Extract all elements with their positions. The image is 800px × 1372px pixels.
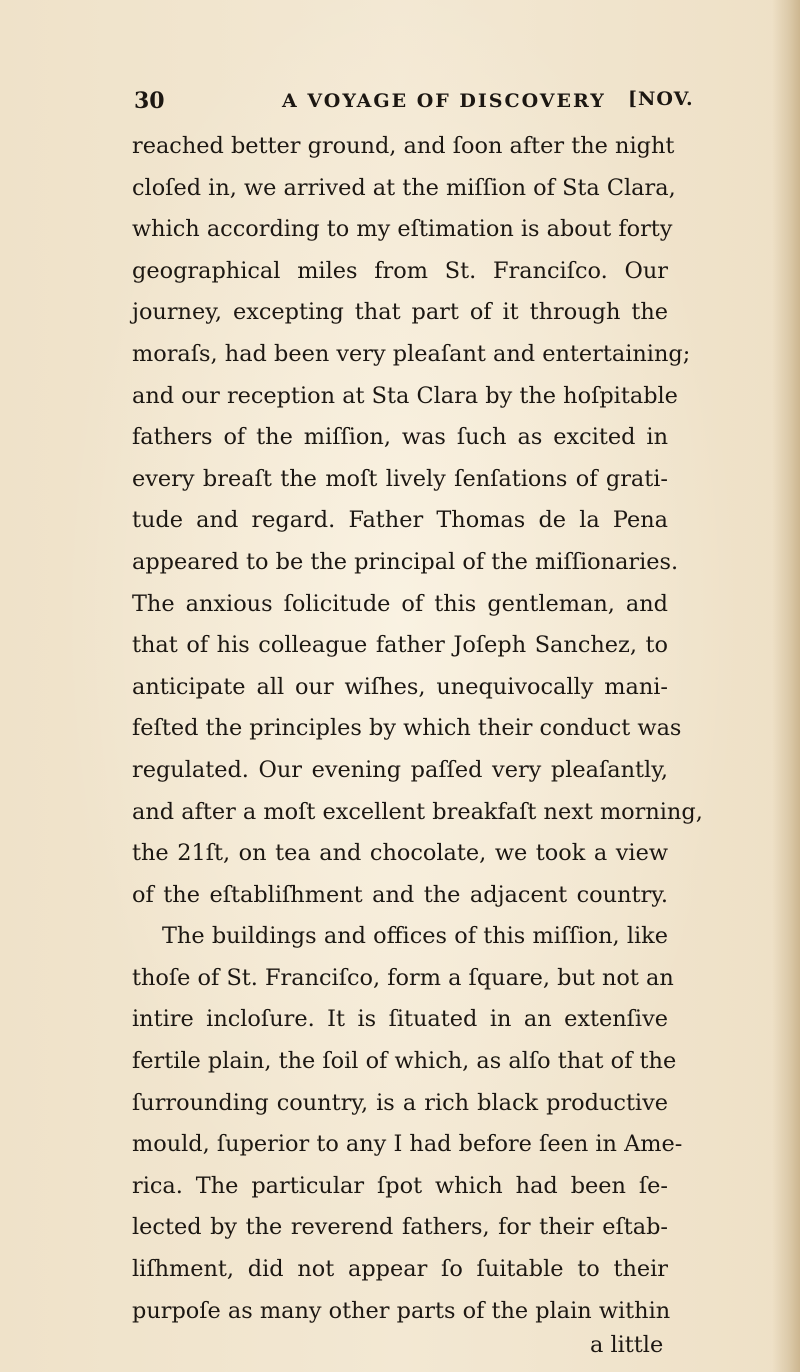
text-line: tude and regard. Father Thomas de la Pena (132, 507, 668, 534)
text-line: The anxious ſolicitude of this gentleman, and (132, 590, 668, 617)
text-line: appeared to be the principal of the miſſionaries. (132, 548, 679, 575)
text-line: which according to my eſtimation is about forty (132, 216, 673, 243)
text-line: cloſed in, we arrived at the miſſion of Sta Clara, (132, 174, 676, 201)
text-line: journey, excepting that part of it through the (132, 299, 668, 326)
catchword: a little (590, 1332, 664, 1358)
text-line: anticipate all our wiſhes, unequivocally mani- (132, 673, 668, 700)
page-header (134, 88, 790, 118)
text-line: feſted the principles by which their conduct was (132, 715, 682, 742)
page-number: 30 (134, 88, 165, 114)
text-line: every breaſt the moſt lively ſenſations of grati- (132, 465, 668, 492)
text-line: ſurrounding country, is a rich black productive (132, 1089, 668, 1116)
text-line: purpoſe as many other parts of the plain within (132, 1297, 671, 1324)
text-line: and after a moſt excellent breakfaſt next morning, (132, 798, 703, 825)
text-line: reached better ground, and ſoon after the night (132, 133, 675, 159)
text-line: geographical miles from St. Franciſco. Our (132, 257, 668, 284)
text-line: regulated. Our evening paſſed very pleaſantly, (132, 756, 668, 783)
text-line: and our reception at Sta Clara by the hoſpitable (132, 382, 678, 409)
text-line: thoſe of St. Franciſco, form a ſquare, but not an (132, 964, 674, 991)
text-line: of the eſtabliſhment and the adjacent country. (132, 881, 668, 908)
text-line: moraſs, had been very pleaſant and entertaining; (132, 340, 691, 367)
text-line: rica. The particular ſpot which had been ſe- (132, 1172, 668, 1199)
text-line: mould, ſuperior to any I had before ſeen in Ame- (132, 1131, 683, 1158)
text-line: fertile plain, the ſoil of which, as alſo that of the (132, 1048, 677, 1075)
header-month: [NOV. (628, 88, 694, 110)
text-line: fathers of the miſſion, was ſuch as excited in (132, 424, 668, 451)
text-line: lected by the reverend fathers, for their eſtab- (132, 1214, 668, 1241)
text-line: the 21ſt, on tea and chocolate, we took a view (132, 840, 668, 867)
running-head: A VOYAGE OF DISCOVERY (282, 90, 606, 112)
text-line: intire incloſure. It is ſituated in an extenſive (132, 1006, 668, 1033)
body-text (132, 126, 703, 1332)
text-line-paragraph-start: The buildings and offices of this miſſion, like (162, 923, 668, 950)
page-edge-shadow (772, 0, 800, 1372)
text-line: liſhment, did not appear ſo ſuitable to their (132, 1256, 668, 1283)
text-line: that of his colleague father Joſeph Sanchez, to (132, 632, 668, 659)
